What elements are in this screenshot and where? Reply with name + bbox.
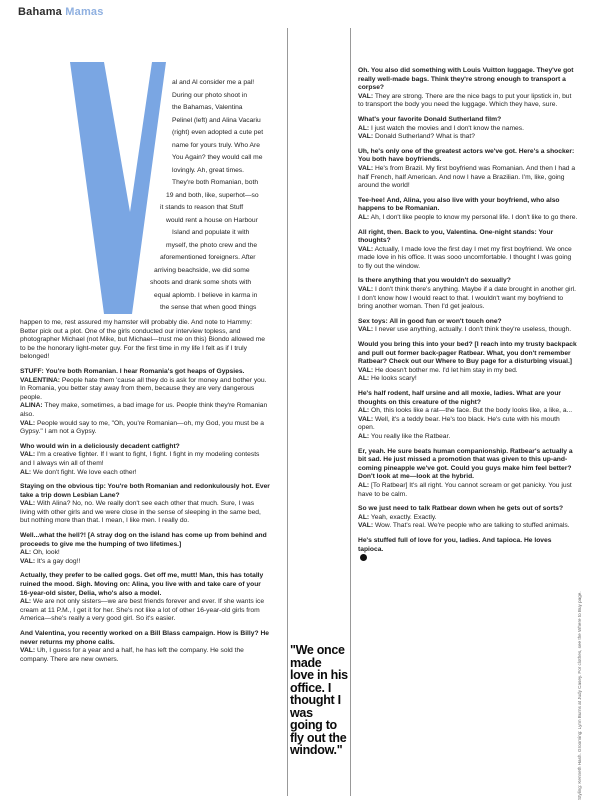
question: Uh, he's only one of the greatest actors we've got. Here's a shocker: You both have boyfriends. [358,147,575,164]
qa-block [358,197,578,223]
question: Er, yeah. He sure beats human companionship. Ratbear's actually a bit sad. He just missed a promotion that was given to this up-and-coming pineapple we've got. Could you guys make him feel better? Don't look at me—look at the hybrid. [358,447,573,481]
intro-line: equal aplomb. I believe in karma in [154,291,258,299]
column-divider-right [350,28,351,796]
question: Sex toys: All in good fun or won't touch one? [358,317,502,325]
intro-line: 19 and both, like, superhot—so [166,191,259,199]
intro-line: the Bahamas, Valentina [172,104,243,111]
question: Actually, they prefer to be called gogs. Get off me, mutt! Man, this has totally ruined the mood. Sigh. Moving on: Alina, you live with and take care of your 16-year-old sister, Delia, who's also a model. [20,572,264,597]
question: He's stuffed full of love for you, ladies. And tapioca. He loves tapioca. [358,537,578,561]
answer [358,133,578,142]
answer [358,407,578,416]
speaker-label: AL: [358,481,370,489]
intro-line: it stands to reason that Stuff [160,204,244,211]
qa-block [358,229,578,272]
answer [20,647,270,664]
answer [358,514,578,523]
intro-line: Island and populate it with [172,229,250,236]
column-divider-left [287,28,288,796]
intro-line: They're both Romanian, both [172,179,259,186]
answer-text: Ah, I don't like people to know my personal life. I don't like to go there. [369,213,578,221]
right-column [358,67,578,567]
qa-block [20,630,270,664]
speaker-label: AL: [358,513,370,521]
speaker-label: VAL: [20,451,36,459]
answer-text: I never use anything, actually. I don't think they're useless, though. [373,326,572,334]
question: STUFF: You're both Romanian. I hear Romania's got heaps of Gypsies. [20,367,245,375]
answer [358,375,578,384]
answer [20,558,270,567]
qa-block [358,341,578,384]
answer-text: He doesn't bother me. I'd let him stay in my bed. [373,366,518,374]
answer [358,416,578,433]
intro-line: the sense that when good things [160,304,257,311]
qa-block [358,318,578,335]
speaker-label: AL: [358,375,370,383]
answer-text: He's from Brazil. My first boyfriend was Romanian. And then I had a half French, half American. And now I have a Brazilian. I'm, like, going around the world! [358,164,576,190]
speaker-label: AL: [358,213,370,221]
answer-text: Actually, I made love the first day I met my first boyfriend. We once made love in his office. It was sooo uncomfortable. I thought I was going to fly out the window. [358,245,572,270]
speaker-label: VAL: [358,522,374,530]
speaker-label: VAL: [358,326,374,334]
question: Is there anything that you wouldn't do sexually? [358,277,511,285]
answer [20,500,270,526]
answer-text: You really like the Ratbear. [369,432,451,440]
answer [20,402,270,419]
intro-line: Pelinel (left) and Alina Vacariu [172,116,261,124]
answer-text: Well, it's a teddy bear. He's too black. He's cute with his mouth open. [358,415,560,432]
intro-line: shoots and drank some shots with [150,279,252,286]
question: He's half rodent, half ursine and all moxie, ladies. What are your thoughts on this creature of the night? [358,390,562,406]
qa-block [358,505,578,531]
end-mark-icon [360,554,367,561]
answer-text: We are not only sisters—we are best friends forever and ever. If she wants ice cream at 11 P.M., I get it for her. She's not like a lot of other 16-year-old girls from America—she's really a very good girl. So it's easier. [20,598,265,623]
speaker-label: VAL: [358,286,374,294]
speaker-label: VAL: [358,245,374,253]
question: What's your favorite Donald Sutherland film? [358,115,502,123]
speaker-label: VAL: [358,164,374,172]
speaker-label: VAL: [358,92,374,100]
intro-line: name for yours truly. Who Are [172,141,260,149]
answer [358,482,578,499]
answer [20,469,270,478]
answer-text: Oh, look! [31,549,60,557]
question: Would you bring this into your bed? [I reach into my trusty backpack and pull out former back-pager Ratbear. What, you don't remember Ratbear? Check out our Where to Buy page for a disturbing visual.] [358,341,577,366]
intro-line: arriving beachside, we did some [154,266,250,274]
answer-text: I just watch the movies and I don't know the names. [369,124,524,132]
pull-quote: "We once made love in his office. I thought I was going to fly out the window." [290,643,348,757]
speaker-label: VAL: [358,415,374,423]
answer-text: They are strong. There are the nice bags to put your lipstick in, but to transport the body you need the luggage. Which they have, sure. [358,92,572,109]
speaker-label: AL: [358,124,370,132]
photo-credit-text: Styling: Kenneth Hash. Grooming: Lynn Burns at Judy Casey. For clothes, see the Where to Buy page. [577,591,582,800]
qa-block [20,532,270,566]
answer [358,367,578,376]
intro-line: would rent a house on Harbour [166,216,258,224]
drop-cap-v-graphic [70,62,166,314]
intro-line: You Again? they would call me [172,154,263,161]
answer-text: We don't fight. We love each other! [31,468,137,476]
qa-block [20,572,270,624]
speaker-label: AL: [358,432,370,440]
left-column [20,319,270,670]
answer [358,433,578,442]
answer [358,214,578,223]
answer [358,165,578,191]
answer-text: They make, sometimes, a bad image for us. People think they're Romanian also. [20,402,268,418]
answer [358,286,578,312]
question: Oh. You also did something with Louis Vuitton luggage. They've got really well-made bags. Think they're strong enough to transport a corpse? [358,67,574,92]
speaker-label: AL: [358,407,370,415]
answer-text: He looks scary! [369,375,417,383]
answer [358,125,578,134]
qa-block [20,368,270,437]
question: And Valentina, you recently worked on a Bill Blass campaign. How is Billy? He never returns my phone calls. [20,630,269,646]
answer [20,549,270,558]
speaker-label: VAL: [20,647,36,655]
qa-block [358,537,578,561]
photo-credit [577,500,587,800]
qa-block [20,443,270,477]
answer-text: With Alina? No, no. We really don't see each other that much. Sure, I was living with other girls and we were close in the sense of sleeping in the same bed, but nothing more than that. I mean, I like men. I really do. [20,500,261,525]
speaker-label: VAL: [20,500,36,508]
answer-text: Oh, this looks like a rat—the face. But the body looks like, a like, a... [369,407,573,415]
qa-block [358,390,578,442]
answer [20,451,270,468]
speaker-label: AL: [20,598,32,606]
qa-block [358,148,578,191]
intro-line: myself, the photo crew and the [166,241,258,249]
qa-block [358,116,578,142]
qa-block [20,483,270,526]
answer [20,420,270,437]
intro-line: lovingly. Ah, great times. [172,166,244,174]
speaker-label: AL: [20,468,32,476]
header-section-title: Bahama [18,6,62,18]
answer-text: Donald Sutherland? What is that? [373,133,475,141]
question: Tee-hee! And, Alina, you also live with your boyfriend, who also happens to be Romanian. [358,196,560,213]
question: All right, then. Back to you, Valentina. One-night stands: Your thoughts? [358,228,554,245]
answer-text: Yeah, exactly. Exactly. [369,513,437,521]
speaker-label: AL: [20,549,32,557]
qa-block [358,67,578,110]
header-section-accent: Mamas [65,6,104,18]
answer [20,598,270,624]
speaker-label: VALENTINA: [20,376,60,384]
answer [358,93,578,110]
question: Well...what the hell?! [A stray dog on the island has come up from behind and proceeds to give me the humping of two lifetimes.] [20,532,267,548]
answer-text: Uh, I guess for a year and a half, he has left the company. He sold the company. There are new owners. [20,647,244,663]
speaker-label: VAL: [358,133,374,141]
answer-text: It's a gay dog!! [35,557,81,565]
answer [20,377,270,403]
answer [358,522,578,531]
answer-text: [To Ratbear] It's all right. You cannot scream or get panicky. You just have to be calm. [358,481,572,498]
intro-line: al and Al consider me a pal! [172,79,255,86]
intro-line: (right) even adopted a cute pet [172,129,264,136]
intro-continuation: happen to me, rest assured my hamster will probably die. And note to Hammy: Better pick out a plot. One of the girls conducted our interview topless, and photographer Michael (not Mike, but Michael—trust me on this) Biondo allowed me to be the honorary light-meter guy. For the first time in my life I felt as if I truly belonged! [20,319,265,361]
speaker-label: ALINA: [20,402,43,410]
intro-line: aforementioned foreigners. After [160,254,256,261]
question: So we just need to talk Ratbear down when he gets out of sorts? [358,505,564,513]
section-header [18,6,104,18]
answer-text: People would say to me, "Oh, you're Romanian—oh, my God, you must be a Gypsy." I am not a Gypsy. [20,419,265,436]
answer-text: People hate them 'cause all they do is ask for money and bother you. In Romania, you better stay away from them, because they are very dangerous people. [20,376,267,401]
qa-block [358,448,578,500]
answer [358,246,578,272]
question: Staying on the obvious tip: You're both Romanian and redonkulously hot. Ever take a trip down Lesbian Lane? [20,483,270,499]
answer-text: Wow. That's real. We're people who are talking to stuffed animals. [373,522,570,530]
speaker-label: VAL: [358,366,374,374]
intro-line: During our photo shoot in [172,91,248,99]
answer [358,326,578,335]
speaker-label: VAL: [20,557,36,565]
question: Who would win in a deliciously decadent catfight? [20,442,180,450]
qa-block [358,277,578,311]
answer-text: I'm a creative fighter. If I want to fight, I fight. I fight in my modeling contests and I always win all of them! [20,451,260,467]
speaker-label: VAL: [20,419,36,427]
answer-text: I don't think there's anything. Maybe if a date brought in another girl. I don't know how I would react to that. I wouldn't want my boyfriend to bring another woman. Then I'd get jealous. [358,286,577,311]
